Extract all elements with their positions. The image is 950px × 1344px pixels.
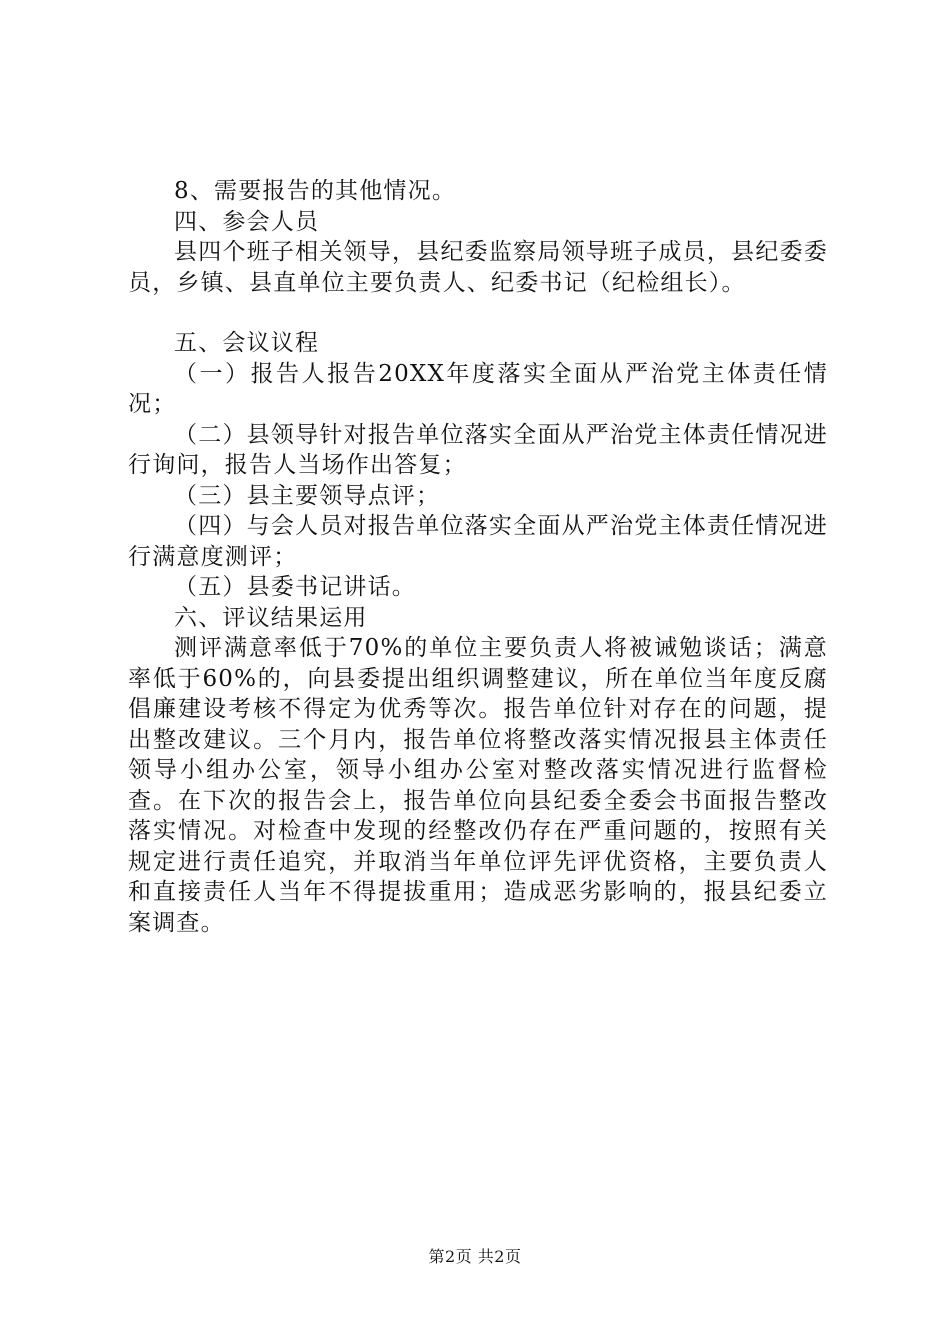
agenda-item-2: （二）县领导针对报告单位落实全面从严治党主体责任情况进行询问，报告人当场作出答复； [128,421,828,478]
heading-agenda: 五、会议议程 [174,330,320,356]
heading-results: 六、评议结果运用 [174,604,368,631]
agenda-item-1: （一）报告人报告20XX年度落实全面从严治党主体责任情况； [128,360,828,417]
document-body [128,176,828,938]
paragraph-attendees: 县四个班子相关领导，县纪委监察局领导班子成员，县纪委委员，乡镇、县直单位主要负责人、纪委书记（纪检组长）。 [128,239,828,296]
agenda-item-3: （三）县主要领导点评； [174,482,441,509]
paragraph-other-matters: 8、需要报告的其他情况。 [174,178,457,204]
agenda-item-4: （四）与会人员对报告单位落实全面从严治党主体责任情况进行满意度测评； [128,513,828,570]
heading-attendees: 四、参会人员 [174,208,320,235]
page-footer: 第2页 共2页 [428,1247,522,1266]
paragraph-results: 测评满意率低于70%的单位主要负责人将被诫勉谈话；满意率低于60%的，向县委提出组织调整建议，所在单位当年度反腐倡廉建设考核不得定为优秀等次。报告单位针对存在的问题，提出整改建议。三个月内，报告单位将整改落实情况报县主体责任领导小组办公室，领导小组办公室对整改落实情况进行监督检查。在下次的报告会上，报告单位向县纪委全委会书面报告整改落实情况。对检查中发现的经整改仍存在严重问题的，按照有关规定进行责任追究，并取消当年单位评先评优资格，主要负责人和直接责任人当年不得提拔重用；造成恶劣影响的，报县纪委立案调查。 [128,635,828,936]
agenda-item-5: （五）县委书记讲话。 [174,574,416,600]
